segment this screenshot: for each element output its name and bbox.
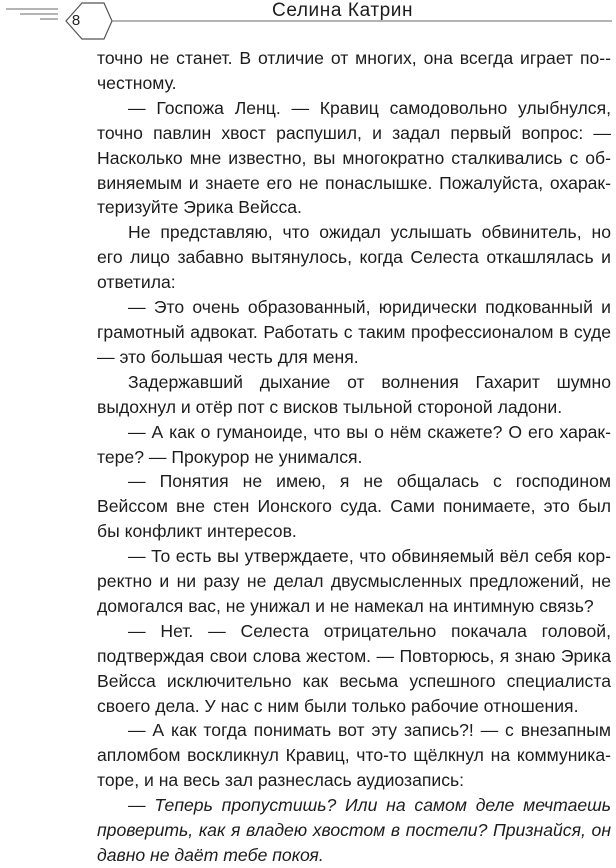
page-number: 8 (71, 12, 81, 29)
paragraph: — А как о гуманоиде, что вы о нём скажете? О его характере? — Прокурор не унимался. (97, 421, 611, 467)
paragraph: — То есть вы утверждаете, что обвиняемый вёл себя корректно и ни разу не делал двусмысленных предложений, не домогался вас, не унижал и не намекал на интимную связь? (97, 546, 611, 616)
paragraph: — А как тогда понимать вот эту запись?! — с внезапным апломбом воскликнул Кравиц, что-то щёлкнул на коммуникаторе, и на весь зал разнеслась аудиозапись: (97, 720, 611, 791)
paragraph: Задержавший дыхание от волнения Гахарит шумно выдохнул и отёр пот с висков тыльной стороной ладони. (97, 371, 611, 417)
paragraph: — Нет. — Селеста отрицательно покачала головой, подтверждая свои слова жестом. — Повторюсь, я знаю Эрика Вейсса исключительно как весьма успешного специалиста своего дела. У нас с ним были только рабочие отношения. (97, 620, 611, 716)
paragraph: Не представляю, что ожидал услышать обвинитель, но его лицо забавно вытянулось, когда Селеста откашлялась и ответила: (97, 222, 611, 293)
paragraph: — Госпожа Ленц. — Кравиц самодовольно улыбнулся, точно павлин хвост распушил, и задал первый вопрос: — Насколько мне известно, вы многократно сталкивались с обвиняемым и знаете его не понаслышке. Пожалуйста, охарактеризуйте Эрика Вейсса. (97, 97, 611, 218)
running-head: Селина Катрин (272, 0, 414, 21)
paragraph: — Понятия не имею, я не общалась с господином Вейссом вне стен Ионского суда. Сами понимаете, это был бы конфликт интересов. (97, 471, 611, 542)
paragraph: — Теперь пропустишь? Или на самом деле мечтаешь проверить, как я владею хвостом в постели? Признайся, он давно не даёт тебе покоя. (97, 795, 611, 865)
page-header (0, 0, 616, 46)
paragraph: — Это очень образованный, юридически подкованный и грамотный адвокат. Работать с таким профессионалом в суде — это большая честь для меня. (97, 297, 611, 367)
body-text (97, 46, 611, 868)
paragraph: точно не станет. В отличие от многих, она всегда играет по-честному. (97, 48, 611, 93)
